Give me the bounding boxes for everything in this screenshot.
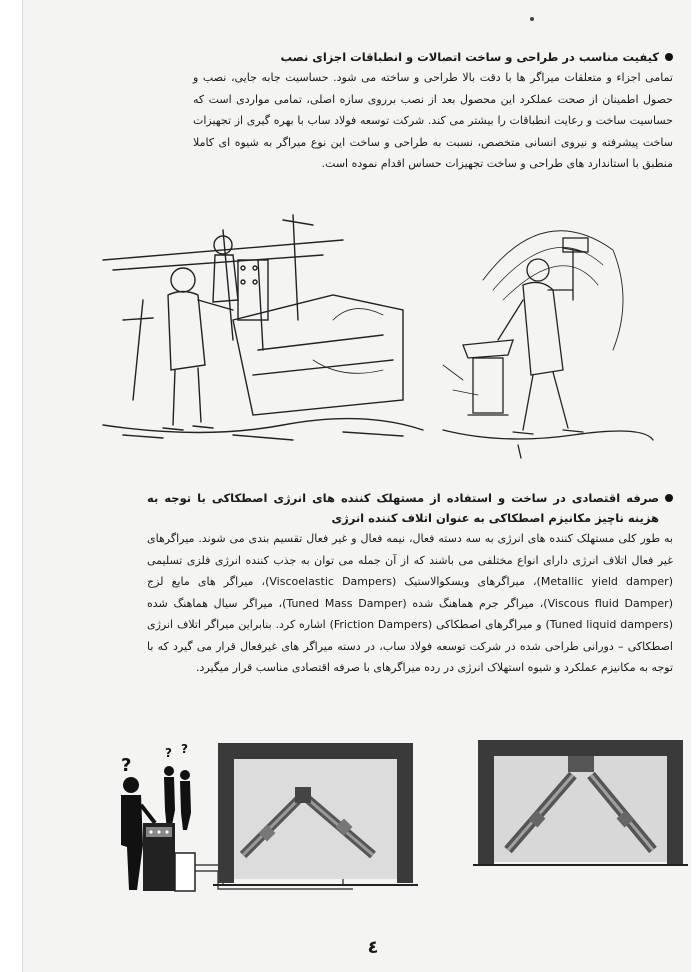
section-heading-text: کیفیت مناسب در طراحی و ساخت اتصالات و انطباقات اجزای نصب (280, 50, 659, 64)
section-heading-text: صرفه اقتصادی در ساخت و استفاده از مستهلک کننده های انرژی اصطکاکی با توجه به هزینه ناچیز مکانیزم اصطکاکی به عنوان اتلاف کننده انرژی (147, 491, 659, 525)
section-economic (147, 488, 673, 679)
bullet-icon (665, 53, 673, 61)
section-paragraph: به طور کلی مستهلک کننده های انرژی به سه دسته فعال، نیمه فعال و غیر فعال تقسیم بندی می شوند. میراگرهای غیر فعال اتلاف انرژی دارای انواع مختلفی می باشند که از آن جمله می توان به جذب کننده انرژی فلزی تسلیمی (Metallic yield damper)، میراگرهای ویسکوالاستیک (Viscoelastic Dampers)، میراگر های مایع لزج (Viscous fluid Damper)، میراگر جرم هماهنگ شده (Tuned Mass Damper)، میراگر سیال هماهنگ شده (Tuned liquid dampers) و میراگرهای اصطکاکی (Friction Dampers) اشاره کرد. بنابراین میراگر اتلاف انرژی اصطکاکی – دورانی طراحی شده در شرکت توسعه فولاد ساب، در دسته میراگر های غیرفعال قرار می گیرد که با توجه به مکانیزم عملکرد و شیوه استهلاک انرژی در رده میراگرهای با صرفه اقتصادی مناسب قرار میگیرد. (147, 532, 673, 674)
illustration-frame-with-operators (73, 735, 433, 895)
question-mark: ? (181, 742, 188, 756)
question-mark: ? (165, 746, 172, 760)
bullet-icon (665, 494, 673, 502)
document-page (22, 0, 691, 972)
page-number: ٤ (367, 937, 379, 958)
section-paragraph: تمامی اجزاء و متعلقات میراگر ها با دقت بالا طراحی و ساخته می شود. حساسیت جابه جایی، نصب و حصول اطمینان از صحت عملکرد این محصول بعد از نصب برروی سازه اصلی، تمامی مواردی است که حساسیت ساخت و رعایت انطباقات را بیشتر می کند. شرکت توسعه فولاد ساب با بهره گیری از تجهیزات ساخت پیشرفته و نیروی انسانی متخصص، نسبت به طراحی و ساخت این نوع میراگر به شیوه ای کاملا منطبق با استاندارد های طراحی و ساخت تجهیزات حساس اقدام نموده است. (193, 71, 673, 170)
section-heading (193, 47, 673, 67)
section-heading (147, 488, 673, 528)
scan-speck (530, 17, 534, 21)
illustration-braced-frame (473, 735, 693, 870)
section-quality (193, 47, 673, 175)
question-mark: ? (121, 755, 132, 776)
sketch-blacksmith (423, 190, 663, 460)
sketch-workers-machinery (83, 200, 433, 450)
